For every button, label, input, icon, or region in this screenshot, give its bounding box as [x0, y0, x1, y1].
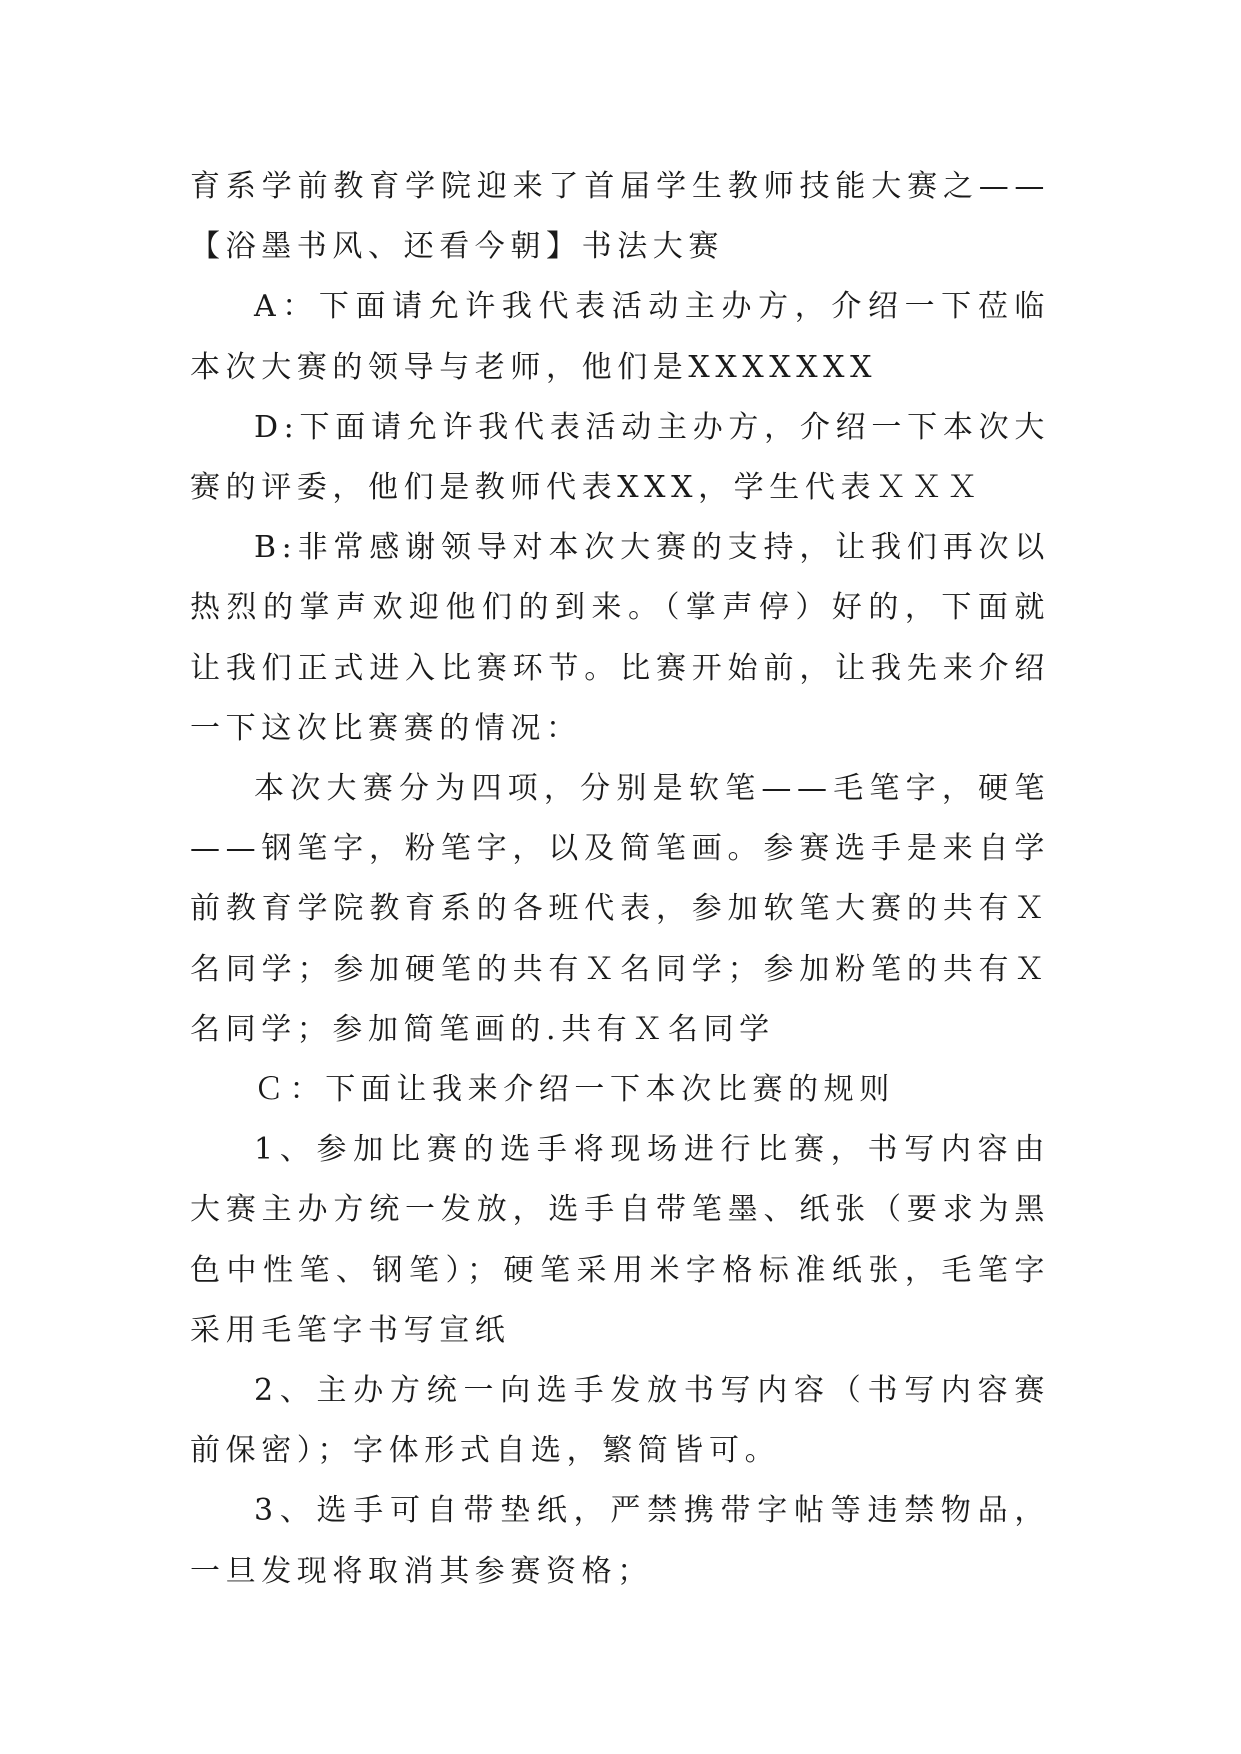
paragraph-rule-3: 3、选手可自带垫纸，严禁携带字帖等违禁物品，一旦发现将取消其参赛资格；: [190, 1493, 1050, 1589]
paragraph-rule-2: 2、主办方统一向选手发放书写内容（书写内容赛前保密）；字体形式自选，繁简皆可。: [190, 1373, 1050, 1469]
document-body: [190, 157, 1050, 1602]
paragraph-host-c: Ｃ：下面让我来介绍一下本次比赛的规则: [254, 1072, 895, 1108]
paragraph-rule-1: 1、参加比赛的选手将现场进行比赛，书写内容由大赛主办方统一发放，选手自带笔墨、纸张（要求为黑色中性笔、钢笔）；硬笔采用米字格标准纸张，毛笔字采用毛笔字书写宣纸: [190, 1132, 1050, 1348]
paragraph-intro: 育系学前教育学院迎来了首届学生教师技能大赛之——【浴墨书风、还看今朝】书法大赛: [190, 169, 1050, 265]
paragraph-host-d: D:下面请允许我代表活动主办方，介绍一下本次大赛的评委，他们是教师代表XXX，学生代表ＸＸＸ: [190, 409, 1050, 506]
paragraph-host-b: B:非常感谢领导对本次大赛的支持，让我们再次以热烈的掌声欢迎他们的到来。（掌声停）好的，下面就让我们正式进入比赛环节。比赛开始前，让我先来介绍一下这次比赛赛的情况：: [190, 530, 1050, 746]
paragraph-competition-overview: 本次大赛分为四项，分别是软笔——毛笔字，硬笔——钢笔字，粉笔字，以及简笔画。参赛选手是来自学前教育学院教育系的各班代表，参加软笔大赛的共有Ｘ名同学；参加硬笔的共有Ｘ名同学；参加粉笔的共有Ｘ名同学；参加简笔画的.共有Ｘ名同学: [190, 771, 1050, 1047]
paragraph-host-a: A：下面请允许我代表活动主办方，介绍一下莅临本次大赛的领导与老师，他们是XXXXXXX: [190, 289, 1050, 385]
